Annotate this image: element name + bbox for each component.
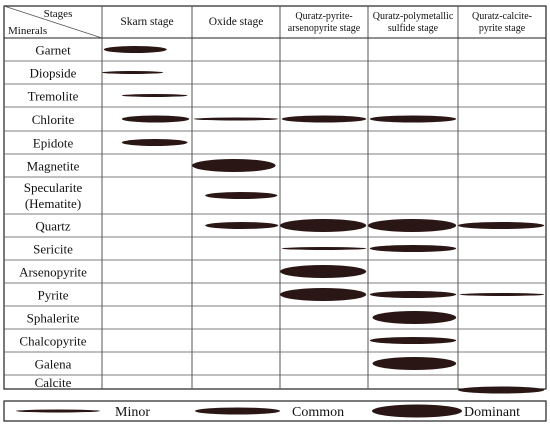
- abundance-bar-dominant: [280, 265, 366, 278]
- abundance-bar-dominant: [192, 159, 276, 172]
- mineral-name-line2: (Hematite): [24, 196, 82, 211]
- abundance-bar-minor: [102, 71, 163, 74]
- stage-header-5: Quratz-calcite-: [472, 11, 532, 22]
- abundance-bar-common: [205, 222, 278, 229]
- mineral-row: [35, 43, 71, 58]
- mineral-name: Sphalerite: [26, 310, 80, 326]
- mineral-row: [19, 334, 86, 349]
- abundance-bar-dominant: [373, 311, 457, 324]
- abundance-bar-dominant: [368, 219, 456, 232]
- legend-label-dominant: Dominant: [464, 405, 520, 420]
- mineral-name: Specularite: [23, 180, 83, 195]
- abundance-bar-common: [370, 337, 456, 344]
- mineral-name: Magnetite: [26, 158, 80, 174]
- abundance-bar-dominant: [373, 357, 457, 370]
- abundance-bar-common: [370, 291, 456, 298]
- mineral-name: Chlorite: [31, 112, 75, 127]
- table-header: [4, 6, 532, 38]
- mineral-row: [33, 136, 74, 151]
- mineral-row: [19, 265, 87, 280]
- abundance-bar-common: [370, 116, 456, 123]
- mineral-row: [35, 219, 71, 234]
- mineral-row: [37, 288, 68, 303]
- abundance-bar-minor: [122, 94, 188, 97]
- abundance-bar-minor: [194, 118, 278, 121]
- stage-header-4: Quratz-polymetallic: [372, 11, 454, 22]
- mineral-name: Diopside: [29, 65, 77, 81]
- mineral-rows: [19, 43, 87, 391]
- abundance-bar-common: [104, 46, 167, 53]
- mineral-row: [28, 89, 79, 104]
- abundance-bar-common: [122, 116, 190, 123]
- minerals-axis-label: Minerals: [8, 25, 48, 37]
- legend-swatch-minor: [16, 410, 100, 413]
- mineral-name: Epidote: [32, 135, 74, 151]
- mineral-row: [35, 375, 72, 390]
- table-border: [4, 6, 546, 389]
- mineral-name: Quartz: [35, 218, 71, 234]
- mineral-row: [32, 112, 75, 127]
- stage-header-4-line2: sulfide stage: [387, 23, 439, 34]
- mineral-name: Garnet: [35, 42, 71, 58]
- abundance-bar-common: [282, 116, 366, 123]
- mineral-row: [24, 180, 83, 211]
- stages-axis-label: Stages: [43, 8, 73, 20]
- abundance-bar-common: [370, 245, 456, 252]
- abundance-bar-common: [458, 222, 544, 229]
- mineral-name: Sericite: [33, 241, 73, 257]
- mineral-name: Pyrite: [37, 287, 69, 303]
- stage-header-3-line2: arsenopyrite stage: [287, 23, 361, 34]
- mineral-name: Calcite: [34, 375, 72, 390]
- mineral-name: Arsenopyrite: [19, 264, 87, 280]
- mineral-row: [30, 66, 77, 81]
- stage-header-1: Skarn stage: [120, 16, 174, 28]
- abundance-bar-common: [458, 387, 544, 394]
- legend-label-common: Common: [292, 405, 345, 420]
- mineral-row: [35, 357, 72, 372]
- legend-swatch-dominant: [372, 405, 462, 418]
- stage-header-3: Quratz-pyrite-: [295, 11, 353, 22]
- mineral-row: [27, 311, 80, 326]
- legend: [4, 401, 546, 421]
- legend-label-minor: Minor: [115, 405, 150, 420]
- table-grid: [4, 6, 546, 389]
- abundance-bars: [102, 46, 544, 394]
- legend-swatch-common: [195, 408, 280, 415]
- abundance-bar-common: [205, 192, 277, 199]
- mineral-row: [33, 242, 73, 257]
- abundance-bar-minor: [460, 293, 544, 296]
- abundance-bar-minor: [282, 247, 366, 250]
- stage-header-5-line2: pyrite stage: [478, 23, 526, 34]
- abundance-bar-dominant: [280, 288, 366, 301]
- mineral-name: Tremolite: [27, 88, 79, 104]
- mineral-name: Galena: [34, 356, 72, 372]
- abundance-bar-common: [122, 139, 188, 146]
- stage-header-2: Oxide stage: [208, 16, 264, 28]
- mineral-name: Chalcopyrite: [19, 333, 87, 349]
- abundance-bar-dominant: [280, 219, 366, 232]
- mineral-row: [27, 159, 80, 174]
